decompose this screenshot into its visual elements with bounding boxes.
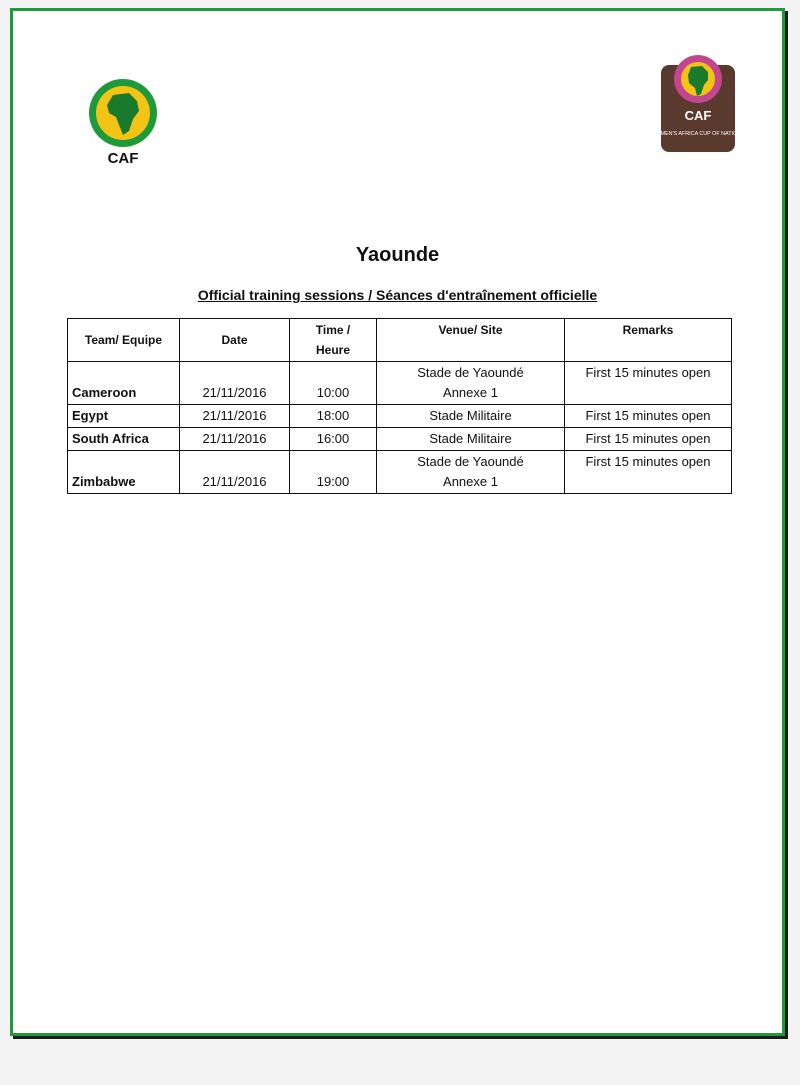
cell-time: 19:00 <box>290 451 377 494</box>
cell-time: 18:00 <box>290 405 377 428</box>
venue-line2: Annexe 1 <box>443 474 498 489</box>
cell-team: Zimbabwe <box>68 451 180 494</box>
cell-date: 21/11/2016 <box>180 405 290 428</box>
cell-remarks: First 15 minutes open <box>565 362 732 405</box>
venue-line1: Stade de Yaoundé <box>417 365 524 380</box>
cell-venue: Stade Militaire <box>377 405 565 428</box>
cell-team: South Africa <box>68 428 180 451</box>
header-date: Date <box>180 319 290 362</box>
header-time-line1: Time / <box>315 323 351 337</box>
table-row <box>68 428 732 451</box>
header-venue: Venue/ Site <box>377 319 565 362</box>
table-row <box>68 362 732 405</box>
womens-afcon-logo <box>651 51 745 153</box>
table-row <box>68 405 732 428</box>
afcon-logo-text: CAF <box>684 108 712 123</box>
cell-date: 21/11/2016 <box>180 362 290 405</box>
page-subtitle: Official training sessions / Séances d'entraînement officielle <box>197 287 598 303</box>
header-remarks: Remarks <box>565 319 732 362</box>
venue-line1: Stade de Yaoundé <box>417 454 524 469</box>
cell-team: Egypt <box>68 405 180 428</box>
caf-logo-text: CAF <box>107 150 139 167</box>
document-page <box>10 8 785 1036</box>
cell-remarks: First 15 minutes open <box>565 451 732 494</box>
header-time <box>290 319 377 362</box>
venue-line2: Annexe 1 <box>443 385 498 400</box>
header-team: Team/ Equipe <box>68 319 180 362</box>
cell-remarks: First 15 minutes open <box>565 405 732 428</box>
header-time-line2: Heure <box>315 343 350 357</box>
cell-date: 21/11/2016 <box>180 451 290 494</box>
cell-venue: Stade Militaire <box>377 428 565 451</box>
cell-remarks: First 15 minutes open <box>565 428 732 451</box>
table-header-row <box>68 319 732 362</box>
table-row <box>68 451 732 494</box>
cell-venue <box>377 362 565 405</box>
caf-logo <box>83 77 163 167</box>
cell-time: 16:00 <box>290 428 377 451</box>
cell-team: Cameroon <box>68 362 180 405</box>
cell-date: 21/11/2016 <box>180 428 290 451</box>
cell-time: 10:00 <box>290 362 377 405</box>
afcon-logo-subtitle: WOMEN'S AFRICA CUP OF NATIONS <box>651 131 745 137</box>
cell-venue <box>377 451 565 494</box>
training-sessions-table <box>67 318 732 494</box>
page-title: Yaounde <box>355 244 440 266</box>
